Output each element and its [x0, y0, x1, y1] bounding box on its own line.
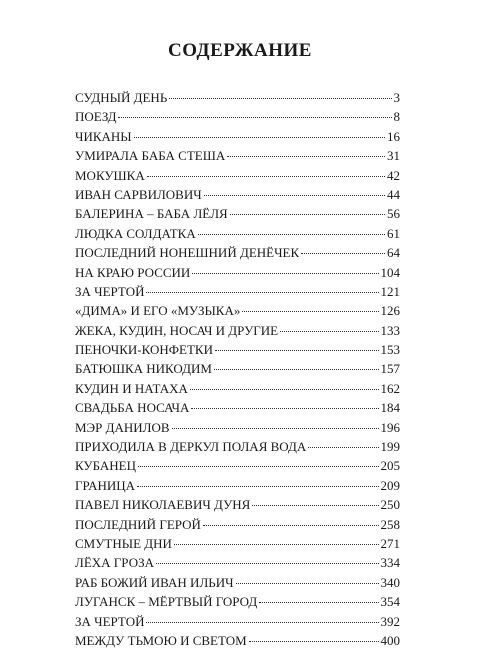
toc-entry-title: МЕЖДУ ТЬМОЮ И СВЕТОМ [75, 632, 247, 648]
toc-entry [75, 379, 400, 398]
toc-entry-title: ЖЕКА, КУДИН, НОСАЧ И ДРУГИЕ [75, 322, 279, 338]
toc-entry-page-number: 16 [387, 128, 400, 144]
toc-entry-title: ПОСЛЕДНИЙ НОНЕШНИЙ ДЕНЁЧЕК [75, 245, 300, 261]
toc-entry [75, 166, 400, 185]
toc-entry [75, 553, 400, 572]
toc-entry [75, 456, 400, 475]
toc-entry-page-number: 392 [380, 613, 400, 629]
toc-entry [75, 592, 400, 611]
dot-leader [174, 544, 379, 545]
dot-leader [280, 331, 378, 332]
dot-leader [249, 641, 379, 642]
toc-entry-page-number: 250 [380, 497, 400, 513]
toc-entry-title: ПОСЛЕДНИЙ ГЕРОЙ [75, 516, 201, 532]
dot-leader [138, 466, 378, 467]
dot-leader [156, 563, 379, 564]
toc-entry-title: БАТЮШКА НИКОДИМ [75, 361, 212, 377]
dot-leader [172, 428, 379, 429]
toc-entry-title: МОКУШКА [75, 167, 145, 183]
dot-leader [204, 195, 385, 196]
toc-entry [75, 495, 400, 514]
toc-entry-page-number: 196 [380, 419, 400, 435]
toc-entry-title: ПРИХОДИЛА В ДЕРКУЛ ПОЛАЯ ВОДА [75, 439, 307, 455]
toc-entry-page-number: 184 [380, 400, 400, 416]
toc-entry-title: ЛЁХА ГРОЗА [75, 555, 154, 571]
dot-leader [146, 622, 378, 623]
toc-entry-page-number: 44 [387, 186, 400, 202]
toc-entry-title: СМУТНЫЕ ДНИ [75, 535, 172, 551]
toc-entry-title: ЧИКАНЫ [75, 128, 132, 144]
toc-entry-page-number: 271 [380, 535, 400, 551]
dot-leader [230, 214, 385, 215]
toc-entry [75, 263, 400, 282]
toc-entry [75, 301, 400, 320]
toc-entry [75, 224, 400, 243]
toc-entry [75, 146, 400, 165]
toc-entry-page-number: 354 [380, 594, 400, 610]
dot-leader [190, 389, 379, 390]
toc-entry-title: КУДИН И НАТАХА [75, 380, 188, 396]
toc-entry-page-number: 42 [387, 167, 400, 183]
dot-leader [147, 176, 385, 177]
dot-leader [191, 408, 378, 409]
toc-entry-page-number: 121 [380, 283, 400, 299]
dot-leader [227, 156, 385, 157]
dot-leader [118, 117, 391, 118]
toc-entry-page-number: 162 [380, 380, 400, 396]
toc-entry [75, 515, 400, 534]
toc-entry-title: «ДИМА» И ЕГО «МУЗЫКА» [75, 303, 241, 319]
dot-leader [169, 98, 391, 99]
dot-leader [259, 602, 378, 603]
toc-entry [75, 573, 400, 592]
toc-entry-title: ЛУГАНСК – МЁРТВЫЙ ГОРОД [75, 594, 258, 610]
toc-entry [75, 612, 400, 631]
dot-leader [146, 292, 378, 293]
page-title: СОДЕРЖАНИЕ [168, 40, 312, 61]
dot-leader [203, 525, 379, 526]
toc-entry-title: МЭР ДАНИЛОВ [75, 419, 170, 435]
toc-entry-page-number: 61 [387, 225, 400, 241]
toc-entry-page-number: 199 [380, 439, 400, 455]
toc-entry [75, 359, 400, 378]
toc-entry [75, 418, 400, 437]
toc-entry [75, 185, 400, 204]
toc-entry-page-number: 340 [380, 574, 400, 590]
toc-entry [75, 88, 400, 107]
toc-entry [75, 243, 400, 262]
toc-entry-title: КУБАНЕЦ [75, 458, 137, 474]
toc-entry-page-number: 126 [380, 303, 400, 319]
dot-leader [198, 234, 385, 235]
toc-entry [75, 340, 400, 359]
toc-entry-title: ПОЕЗД [75, 109, 117, 125]
dot-leader [236, 583, 379, 584]
toc-entry-title: ПАВЕЛ НИКОЛАЕВИЧ ДУНЯ [75, 497, 251, 513]
toc-entry-title: НА КРАЮ РОССИИ [75, 264, 191, 280]
dot-leader [137, 486, 378, 487]
dot-leader [242, 311, 378, 312]
dot-leader [215, 350, 379, 351]
toc-entry [75, 282, 400, 301]
toc-entry-page-number: 56 [387, 206, 400, 222]
dot-leader [192, 273, 378, 274]
toc-entry-page-number: 31 [387, 148, 400, 164]
toc-entry-page-number: 400 [380, 632, 400, 648]
toc-entry-page-number: 153 [380, 342, 400, 358]
toc-entry-page-number: 8 [393, 109, 400, 125]
dot-leader [214, 369, 379, 370]
toc-entry-title: ГРАНИЦА [75, 477, 136, 493]
toc-entry-title: БАЛЕРИНА – БАБА ЛЁЛЯ [75, 206, 228, 222]
table-of-contents [75, 88, 400, 650]
toc-entry-title: ЗА ЧЕРТОЙ [75, 283, 145, 299]
toc-entry [75, 107, 400, 126]
toc-entry-page-number: 334 [380, 555, 400, 571]
toc-entry-title: ПЕНОЧКИ-КОНФЕТКИ [75, 342, 213, 358]
toc-entry-page-number: 205 [380, 458, 400, 474]
toc-entry [75, 437, 400, 456]
toc-entry [75, 204, 400, 223]
toc-entry [75, 398, 400, 417]
toc-entry-title: ИВАН САРВИЛОВИЧ [75, 186, 202, 202]
dot-leader [301, 253, 385, 254]
dot-leader [308, 447, 378, 448]
toc-entry-title: РАБ БОЖИЙ ИВАН ИЛЬИЧ [75, 574, 234, 590]
toc-entry-page-number: 104 [380, 264, 400, 280]
toc-entry-page-number: 209 [380, 477, 400, 493]
toc-entry-page-number: 258 [380, 516, 400, 532]
toc-entry-page-number: 133 [380, 322, 400, 338]
toc-entry [75, 534, 400, 553]
dot-leader [134, 137, 385, 138]
toc-entry-title: ЛЮДКА СОЛДАТКА [75, 225, 196, 241]
dot-leader [252, 505, 378, 506]
toc-entry-page-number: 3 [393, 90, 400, 105]
toc-entry-title: СУДНЫЙ ДЕНЬ [75, 90, 168, 105]
toc-entry [75, 321, 400, 340]
toc-entry [75, 127, 400, 146]
toc-entry-page-number: 64 [387, 245, 400, 261]
toc-entry-title: СВАДЬБА НОСАЧА [75, 400, 190, 416]
toc-entry [75, 476, 400, 495]
toc-entry-page-number: 157 [380, 361, 400, 377]
toc-entry-title: ЗА ЧЕРТОЙ [75, 613, 145, 629]
toc-entry [75, 631, 400, 650]
toc-entry-title: УМИРАЛА БАБА СТЕША [75, 148, 226, 164]
